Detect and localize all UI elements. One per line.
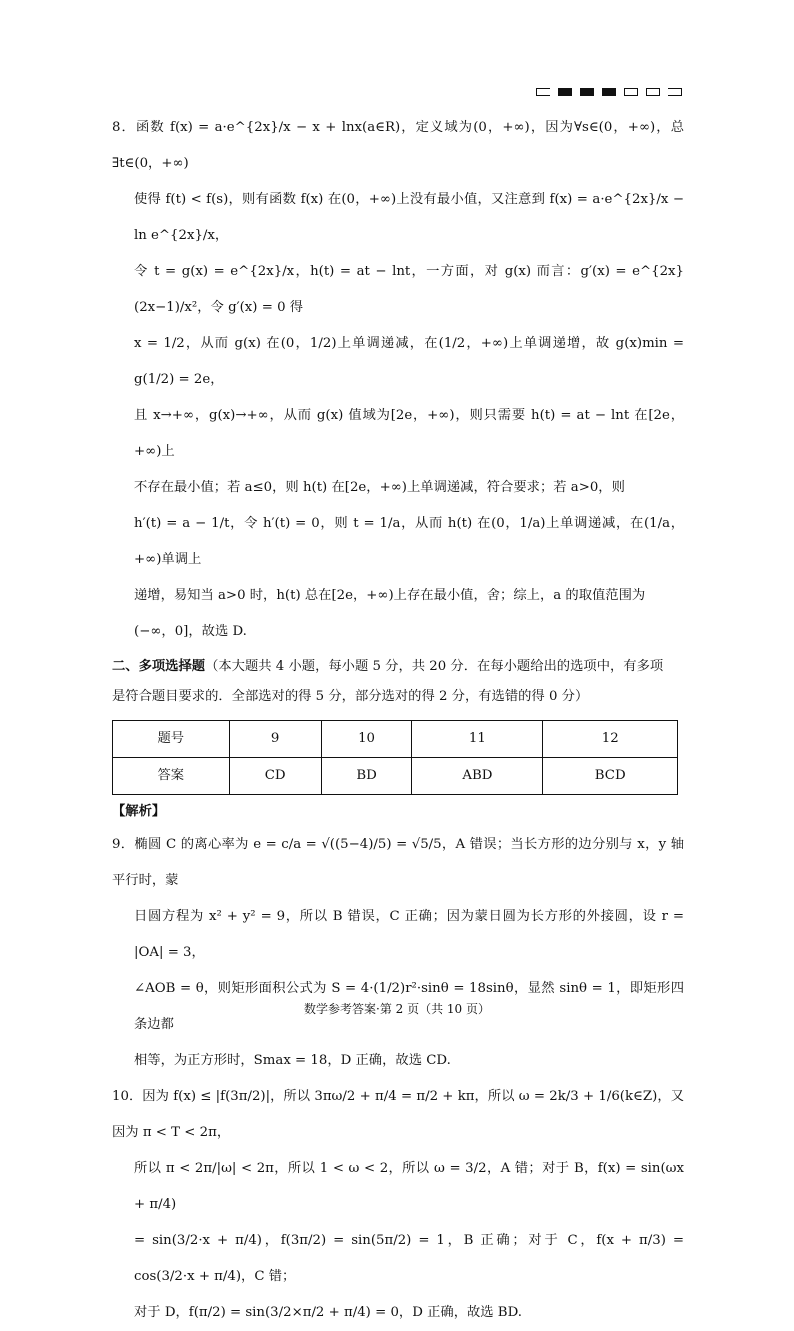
table-cell: 10: [321, 721, 412, 758]
header-marker-row: [536, 88, 682, 98]
marker-bracket-right: [668, 88, 682, 96]
q9-line: ∠AOB = θ，则矩形面积公式为 S = 4·(1/2)r²·sinθ = 18sinθ，显然 sinθ = 1，即矩形四条边都: [134, 981, 684, 1032]
section-2-description-cont: 是符合题目要求的．全部选对的得 5 分，部分选对的得 2 分，有选错的得 0 分）: [112, 689, 589, 704]
q8-line: x = 1/2，从而 g(x) 在(0，1/2)上单调递减，在(1/2，+∞)上单调递增，故 g(x)min = g(1/2) = 2e，: [134, 336, 684, 387]
table-cell: 9: [229, 721, 321, 758]
q10-line: 所以 π < 2π/|ω| < 2π，所以 1 < ω < 2，所以 ω = 3/2，A 错；对于 B，f(x) = sin(ωx + π/4): [134, 1161, 684, 1212]
q8-line: 不存在最小值；若 a≤0，则 h(t) 在[2e，+∞)上单调递减，符合要求；若 a>0，则: [134, 480, 625, 495]
q8-line: h′(t) = a − 1/t，令 h′(t) = 0，则 t = 1/a，从而 h(t) 在(0，1/a)上单调递减，在(1/a，+∞)单调上: [134, 516, 684, 567]
q8-line: 令 t = g(x) = e^{2x}/x，h(t) = at − lnt，一方面，对 g(x) 而言：g′(x) = e^{2x}(2x−1)/x²，令 g′(x) = 0 得: [134, 264, 684, 315]
q10-line: = sin(3/2·x + π/4)，f(3π/2) = sin(5π/2) = 1，B 正确；对于 C，f(x + π/3) = cos(3/2·x + π/4)，C 错；: [134, 1233, 684, 1284]
question-10-solution: [112, 1079, 684, 1331]
marker-empty: [646, 88, 660, 96]
q9-line: 9．椭圆 C 的离心率为 e = c/a = √((5−4)/5) = √5/5，A 错误；当长方形的边分别与 x，y 轴平行时，蒙: [112, 837, 684, 888]
table-cell: 12: [543, 721, 678, 758]
answer-table-row-numbers: [113, 721, 678, 758]
q8-line: 使得 f(t) < f(s)，则有函数 f(x) 在(0，+∞)上没有最小值，又注意到 f(x) = a·e^{2x}/x − ln e^{2x}/x，: [134, 192, 684, 243]
q8-line: 8．函数 f(x) = a·e^{2x}/x − x + lnx(a∈R)，定义域为(0，+∞)，因为∀s∈(0，+∞)，总∃t∈(0，+∞): [112, 120, 684, 171]
table-cell: CD: [229, 758, 321, 795]
section-2-description: （本大题共 4 小题，每小题 5 分，共 20 分．在每小题给出的选项中，有多项: [205, 659, 664, 674]
table-header-cell: 题号: [113, 721, 230, 758]
question-8-solution: [112, 110, 684, 650]
table-cell: ABD: [412, 758, 543, 795]
marker-bracket-left: [536, 88, 550, 96]
analysis-label: 【解析】: [112, 804, 166, 819]
marker-filled: [580, 88, 594, 96]
question-9-solution: [112, 827, 684, 1079]
section-2-title: 二、多项选择题: [112, 659, 206, 674]
page-content: [112, 110, 684, 1331]
marker-filled: [558, 88, 572, 96]
q10-line: 10．因为 f(x) ≤ |f(3π/2)|，所以 3πω/2 + π/4 = π/2 + kπ，所以 ω = 2k/3 + 1/6(k∈Z)，又因为 π < T < 2π，: [112, 1089, 684, 1140]
section-2-heading: [112, 652, 684, 712]
table-header-cell: 答案: [113, 758, 230, 795]
q8-line: (−∞，0]，故选 D.: [134, 624, 247, 639]
page-footer: 数学参考答案·第 2 页（共 10 页）: [304, 1002, 490, 1016]
q8-line: 递增，易知当 a>0 时，h(t) 总在[2e，+∞)上存在最小值，舍；综上，a 的取值范围为: [134, 588, 646, 603]
table-cell: 11: [412, 721, 543, 758]
q9-line: 日圆方程为 x² + y² = 9，所以 B 错误，C 正确；因为蒙日圆为长方形的外接圆，设 r = |OA| = 3，: [134, 909, 684, 960]
table-cell: BCD: [543, 758, 678, 795]
q9-line: 相等，为正方形时，Smax = 18，D 正确，故选 CD.: [134, 1053, 451, 1068]
q8-line: 且 x→+∞，g(x)→+∞，从而 g(x) 值域为[2e，+∞)，则只需要 h(t) = at − lnt 在[2e，+∞)上: [134, 408, 684, 459]
table-cell: BD: [321, 758, 412, 795]
marker-empty: [624, 88, 638, 96]
answer-table: [112, 720, 678, 795]
marker-filled: [602, 88, 616, 96]
q10-line: 对于 D，f(π/2) = sin(3/2×π/2 + π/4) = 0，D 正确，故选 BD.: [134, 1305, 522, 1320]
answer-table-row-answers: [113, 758, 678, 795]
